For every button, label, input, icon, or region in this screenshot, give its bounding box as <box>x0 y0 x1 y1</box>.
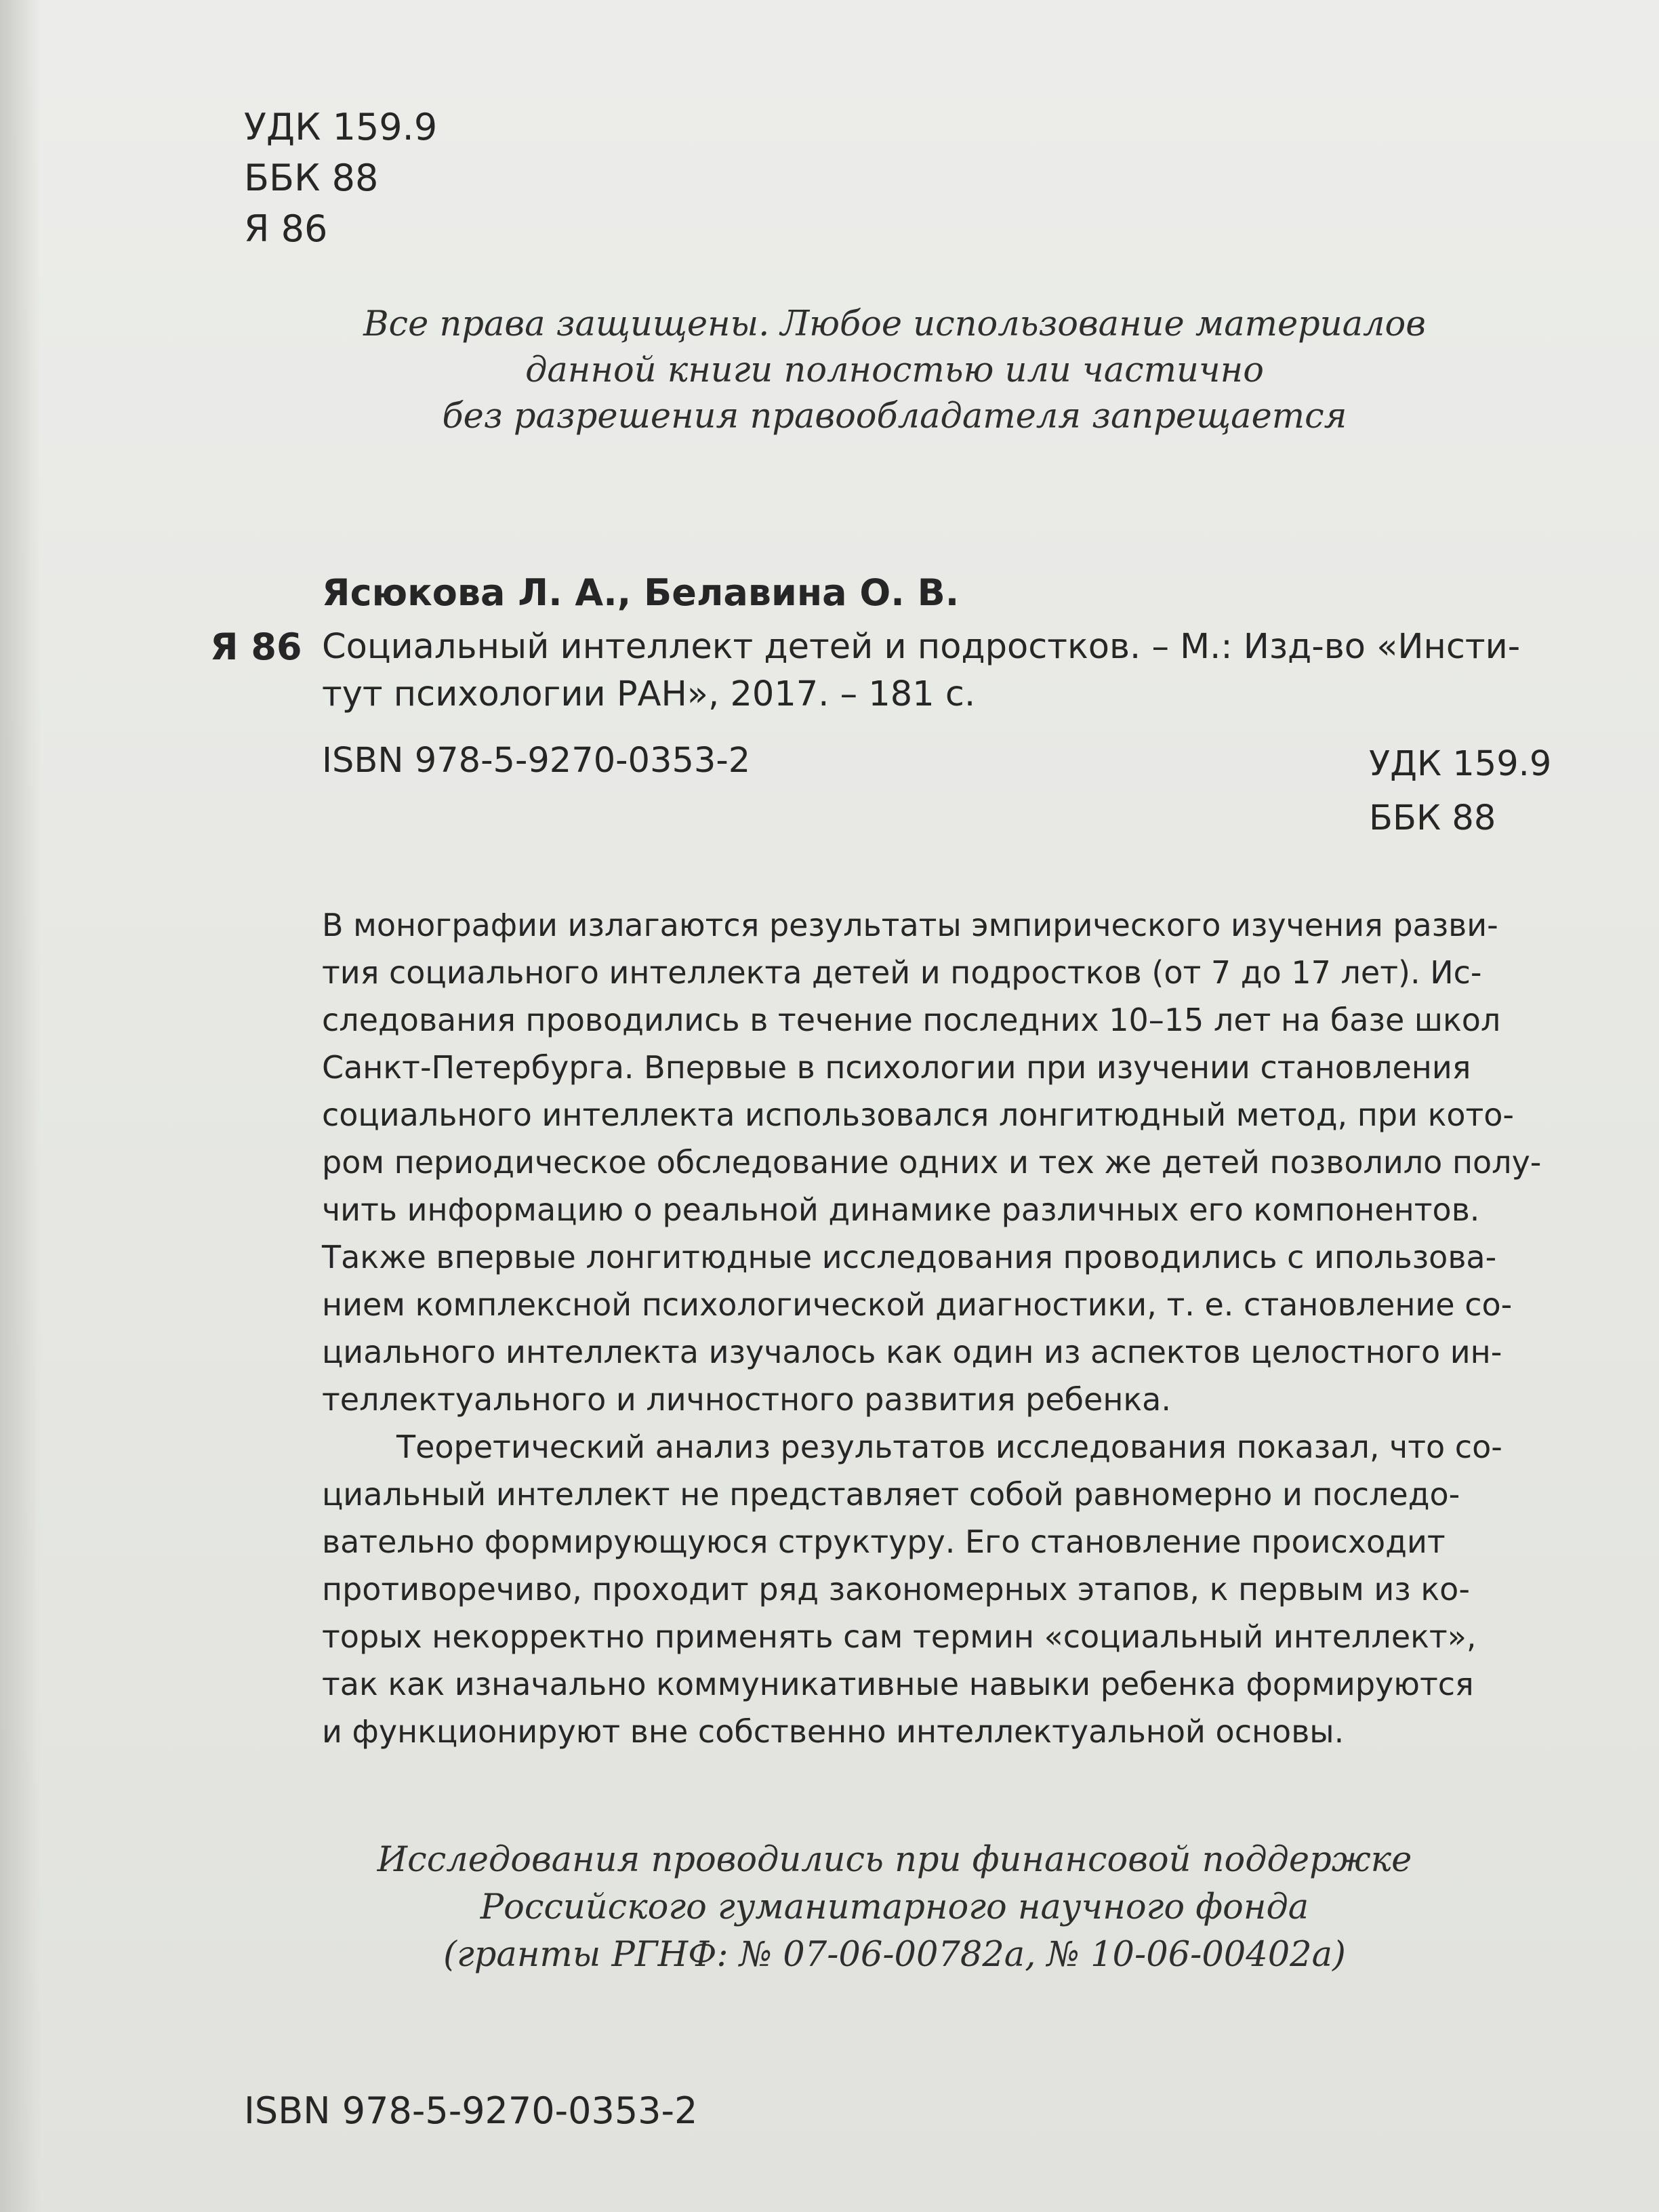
abstract-line: Теоретический анализ результатов исследования показал, что со- <box>396 1429 1502 1465</box>
abstract-line: торых некорректно применять сам термин «социальный интеллект», <box>322 1618 1477 1655</box>
bbk-code: ББК 88 <box>244 157 379 199</box>
spine-shadow <box>0 0 41 2212</box>
abstract-line: В монографии излагаются результаты эмпирического изучения разви- <box>322 907 1498 943</box>
abstract-line: теллектуального и личностного развития ребенка. <box>322 1381 1171 1418</box>
funding-line: Исследования проводились при финансовой поддержке <box>377 1840 1412 1880</box>
classification-codes <box>244 102 437 254</box>
entry-codes <box>1369 737 1551 846</box>
margin-author-code: Я 86 <box>210 626 302 668</box>
abstract-line: тия социального интеллекта детей и подростков (от 7 до 17 лет). Ис- <box>322 954 1482 991</box>
abstract-line: так как изначально коммуникативные навыки ребенка формируются <box>322 1666 1474 1702</box>
rights-notice <box>271 302 1518 440</box>
abstract-line: чить информацию о реальной динамике различных его компонентов. <box>322 1191 1480 1228</box>
author-code: Я 86 <box>244 207 328 250</box>
authors: Ясюкова Л. А., Белавина О. В. <box>322 571 960 614</box>
entry-title <box>322 623 1569 718</box>
abstract-line: Также впервые лонгитюдные исследования проводились с ипользова- <box>322 1239 1497 1275</box>
funding-line: (гранты РГНФ: № 07-06-00782а, № 10-06-00402а) <box>443 1935 1346 1975</box>
abstract-line: противоречиво, проходит ряд закономерных этапов, к первым из ко- <box>322 1571 1470 1607</box>
abstract-line: социального интеллекта использовался лонгитюдный метод, при кото- <box>322 1097 1515 1133</box>
udk-code: УДК 159.9 <box>244 106 438 148</box>
abstract-paragraph <box>322 1423 1569 1755</box>
entry-title-line: тут психологии РАН», 2017. – 181 с. <box>322 674 976 714</box>
entry-isbn: ISBN 978-5-9270-0353-2 <box>322 741 751 781</box>
abstract-line: циальный интеллект не представляет собой равномерно и последо- <box>322 1476 1460 1513</box>
entry-udk: УДК 159.9 <box>1369 744 1552 784</box>
abstract-line: Санкт-Петербурга. Впервые в психологии при изучении становления <box>322 1049 1471 1086</box>
rights-line: данной книги полностью или частично <box>525 350 1264 390</box>
abstract-line: ром периодическое обследование одних и тех же детей позволило полу- <box>322 1144 1542 1181</box>
rights-line: Все права защищены. Любое использование материалов <box>363 304 1426 344</box>
funding-line: Российского гуманитарного научного фонда <box>480 1887 1309 1927</box>
entry-title-line: Социальный интеллект детей и подростков. – М.: Изд-во «Инсти- <box>322 627 1521 667</box>
funding-notice <box>271 1837 1518 1979</box>
isbn-bottom: ISBN 978-5-9270-0353-2 <box>244 2089 698 2132</box>
abstract-paragraph <box>322 901 1569 1423</box>
abstract-line: следования проводились в течение последних 10–15 лет на базе школ <box>322 1002 1501 1038</box>
abstract <box>322 901 1569 1755</box>
abstract-line: нием комплексной психологической диагностики, т. е. становление со- <box>322 1286 1513 1323</box>
entry-bbk: ББК 88 <box>1369 798 1496 838</box>
rights-line: без разрешения правообладателя запрещается <box>442 396 1347 436</box>
abstract-line: вательно формирующуюся структуру. Его становление происходит <box>322 1523 1446 1560</box>
abstract-line: и функционируют вне собственно интеллектуальной основы. <box>322 1713 1345 1750</box>
abstract-line: циального интеллекта изучалось как один из аспектов целостного ин- <box>322 1334 1502 1370</box>
